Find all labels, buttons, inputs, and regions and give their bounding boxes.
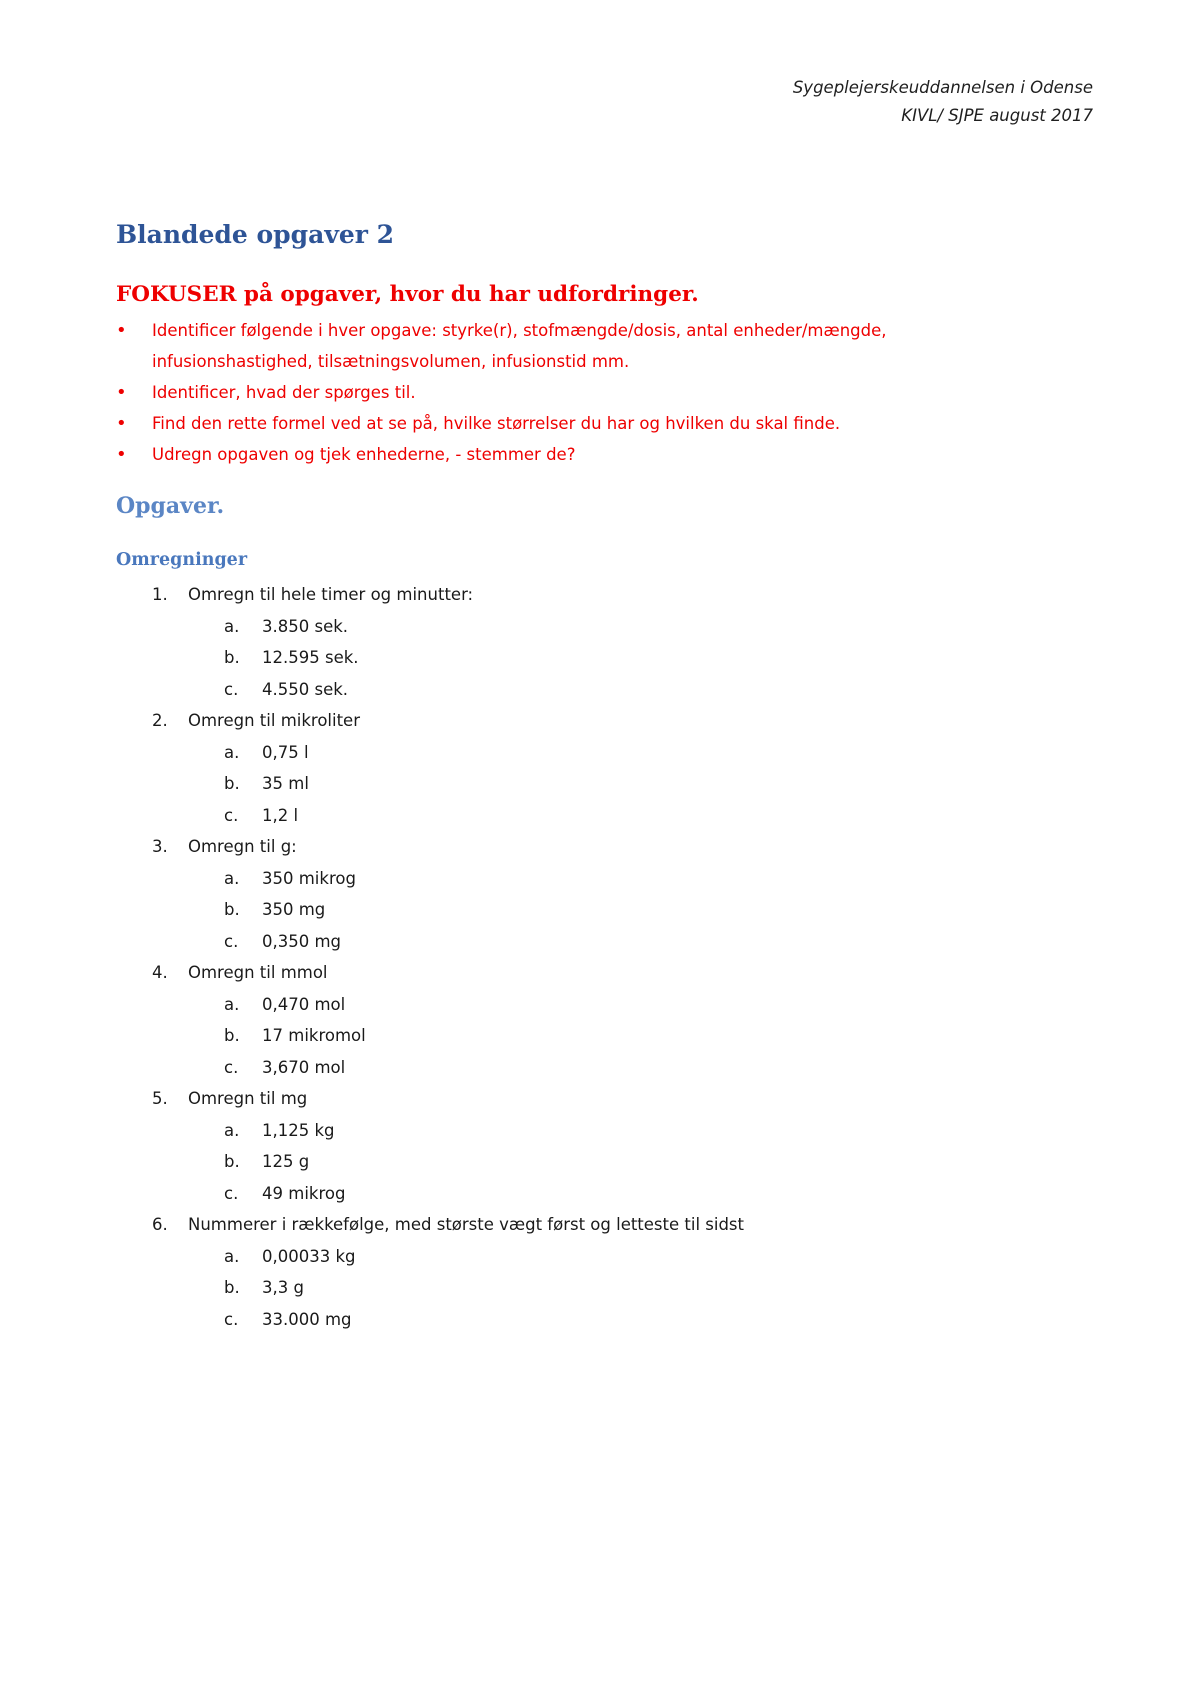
sub-list [116, 989, 1096, 1084]
header-author-date: KIVL/ SJPE august 2017 [901, 106, 1093, 125]
task-number: 5. [152, 1089, 168, 1108]
sub-text: 350 mikrog [262, 868, 356, 888]
sub-letter: a. [224, 868, 240, 888]
sub-item [116, 1241, 1096, 1273]
sub-letter: a. [224, 1120, 240, 1140]
task-number: 4. [152, 963, 168, 982]
task-list [116, 579, 1096, 1335]
task-number: 2. [152, 711, 168, 730]
sub-letter: b. [224, 1278, 240, 1297]
bullet-icon: • [116, 320, 127, 341]
sub-item [116, 894, 1096, 926]
sub-text: 1,125 kg [262, 1120, 335, 1140]
page-header [793, 74, 1093, 130]
sub-text: 4.550 sek. [262, 679, 349, 699]
sub-item [116, 1115, 1096, 1147]
instruction-text: Identificer følgende i hver opgave: styrke(r), stofmængde/dosis, antal enheder/mængde, [152, 321, 887, 340]
sub-text: 3.850 sek. [262, 616, 349, 636]
sub-item [116, 989, 1096, 1021]
instruction-text: infusionshastighed, tilsætningsvolumen, infusionstid mm. [152, 352, 630, 371]
sub-list [116, 737, 1096, 832]
task-text: Omregn til hele timer og minutter: [188, 585, 474, 604]
task-item [116, 1083, 1096, 1209]
task-heading [116, 579, 1096, 611]
sub-letter: c. [224, 679, 239, 699]
sub-letter: c. [224, 805, 239, 825]
task-text: Nummerer i rækkefølge, med største vægt først og letteste til sidst [188, 1215, 744, 1234]
task-item [116, 705, 1096, 831]
sub-letter: a. [224, 994, 240, 1014]
task-item [116, 831, 1096, 957]
instruction-item [116, 439, 1076, 470]
sub-text: 33.000 mg [262, 1309, 352, 1329]
sub-item [116, 737, 1096, 769]
sub-item [116, 800, 1096, 832]
sub-text: 12.595 sek. [262, 648, 359, 667]
task-number: 1. [152, 585, 168, 604]
section-heading: Opgaver. [116, 493, 225, 519]
sub-text: 0,350 mg [262, 931, 342, 951]
task-text: Omregn til mikroliter [188, 711, 360, 730]
sub-item [116, 611, 1096, 643]
task-heading [116, 705, 1096, 737]
bullet-icon: • [116, 444, 127, 465]
task-heading [116, 1083, 1096, 1115]
sub-item [116, 1304, 1096, 1336]
bullet-icon: • [116, 382, 127, 403]
task-number: 6. [152, 1215, 168, 1234]
sub-letter: a. [224, 742, 240, 762]
sub-letter: a. [224, 616, 240, 636]
sub-text: 125 g [262, 1152, 310, 1171]
sub-text: 1,2 l [262, 805, 299, 825]
sub-item [116, 863, 1096, 895]
sub-letter: c. [224, 1183, 239, 1203]
instruction-text: Identificer, hvad der spørges til. [152, 383, 416, 402]
sub-item [116, 926, 1096, 958]
bullet-icon: • [116, 413, 127, 434]
sub-text: 0,75 l [262, 742, 309, 762]
sub-item [116, 1020, 1096, 1052]
task-text: Omregn til mmol [188, 963, 328, 982]
sub-letter: c. [224, 1309, 239, 1329]
sub-letter: b. [224, 648, 240, 667]
sub-letter: b. [224, 900, 240, 919]
sub-item [116, 1052, 1096, 1084]
sub-text: 0,470 mol [262, 994, 346, 1014]
sub-letter: b. [224, 1026, 240, 1045]
task-heading [116, 1209, 1096, 1241]
sub-list [116, 863, 1096, 958]
instruction-item [116, 408, 1076, 439]
document-title: Blandede opgaver 2 [116, 220, 395, 249]
sub-item [116, 1272, 1096, 1304]
task-text: Omregn til mg [188, 1089, 308, 1108]
instruction-text: Find den rette formel ved at se på, hvilke størrelser du har og hvilken du skal finde. [152, 414, 841, 433]
sub-letter: a. [224, 1246, 240, 1266]
sub-letter: c. [224, 931, 239, 951]
sub-text: 3,670 mol [262, 1057, 346, 1077]
sub-item [116, 1146, 1096, 1178]
task-text: Omregn til g: [188, 837, 297, 856]
task-heading [116, 831, 1096, 863]
sub-item [116, 642, 1096, 674]
instruction-list [116, 315, 1076, 470]
task-item [116, 1209, 1096, 1335]
task-heading [116, 957, 1096, 989]
sub-list [116, 1115, 1096, 1210]
sub-letter: c. [224, 1057, 239, 1077]
sub-list [116, 611, 1096, 706]
task-item [116, 579, 1096, 705]
sub-letter: b. [224, 774, 240, 793]
sub-text: 350 mg [262, 900, 326, 919]
task-item [116, 957, 1096, 1083]
instruction-text: Udregn opgaven og tjek enhederne, - stemmer de? [152, 445, 576, 464]
sub-text: 17 mikromol [262, 1026, 366, 1045]
subsection-heading: Omregninger [116, 550, 248, 570]
instruction-item [116, 377, 1076, 408]
sub-item [116, 1178, 1096, 1210]
focus-heading: FOKUSER på opgaver, hvor du har udfordringer. [116, 282, 699, 307]
sub-list [116, 1241, 1096, 1336]
header-institution: Sygeplejerskeuddannelsen i Odense [792, 78, 1093, 97]
sub-letter: b. [224, 1152, 240, 1171]
task-number: 3. [152, 837, 168, 856]
sub-text: 35 ml [262, 774, 309, 793]
sub-text: 0,00033 kg [262, 1246, 356, 1266]
instruction-item [116, 315, 1076, 377]
sub-text: 49 mikrog [262, 1183, 346, 1203]
sub-item [116, 768, 1096, 800]
sub-item [116, 674, 1096, 706]
sub-text: 3,3 g [262, 1278, 304, 1297]
